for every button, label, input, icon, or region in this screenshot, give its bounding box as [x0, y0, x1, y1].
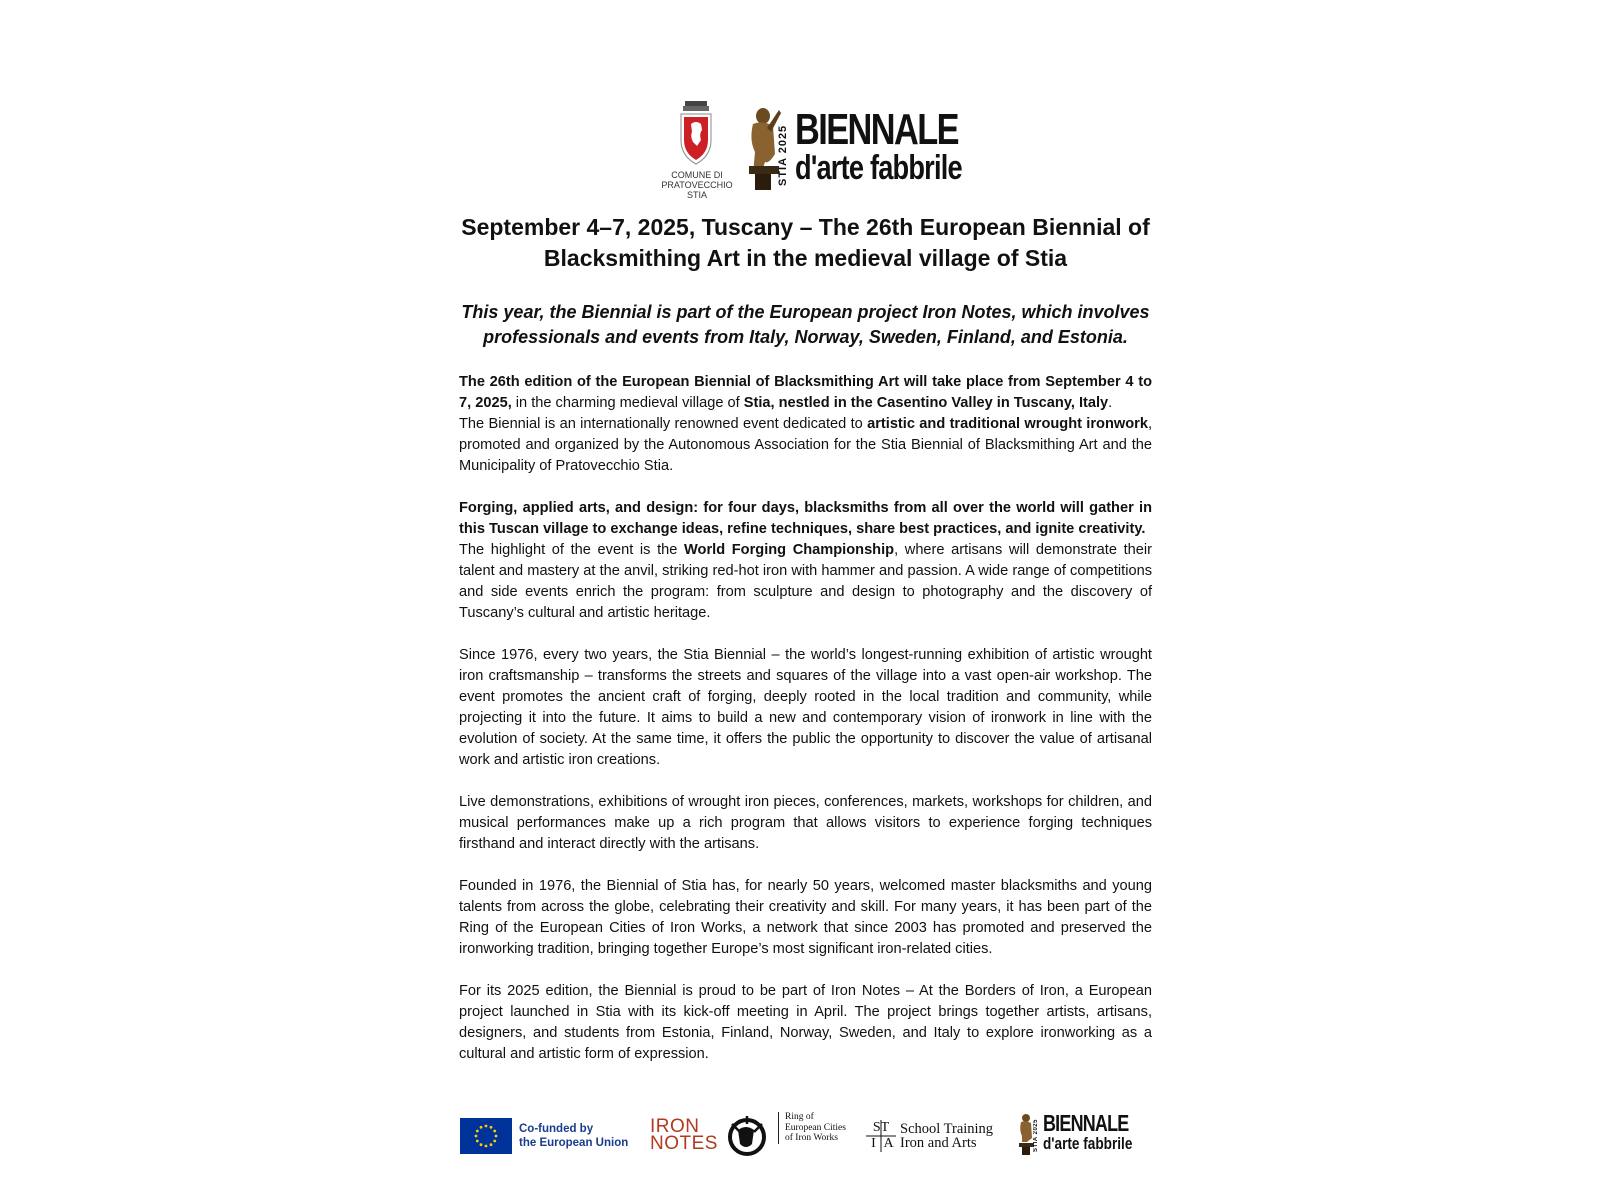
ring-cities-label — [778, 1112, 865, 1144]
iron-notes-logo — [650, 1116, 718, 1154]
comune-caption-line2: PRATOVECCHIO STIA — [661, 180, 733, 200]
ring-line2: European Cities — [785, 1122, 846, 1133]
paragraph-2-bold-1: artistic and traditional wrought ironwork — [867, 416, 1148, 432]
iron-notes-line1: IRON — [650, 1116, 700, 1137]
eu-line2: the European Union — [519, 1137, 629, 1149]
paragraph-2 — [459, 414, 1152, 477]
paragraph-8: For its 2025 edition, the Biennial is proud to be part of Iron Notes – At the Borders of Iron, a European project launched in Stia with its kick-off meeting in April. The project brings together artists, artisans, designers, and students from Estonia, Finland, Norway, Sweden, and Italy to explore ironworking as a cultural and artistic form of expression. — [459, 983, 1152, 1062]
school-line1: School Training — [900, 1121, 994, 1137]
paragraph-1-text-2: . — [1108, 395, 1113, 411]
school-line2: Iron and Arts — [900, 1135, 977, 1151]
st-ia-logo — [866, 1120, 896, 1152]
page-subtitle — [459, 300, 1152, 350]
paragraph-4-text-2: , where artisans will demonstrate their talent and mastery at the anvil, striking red-hot iron with hammer and passion. A wide range of competitions and side events enrich the program: from sculpture and design to photography and the discovery of Tuscany’s cultural and artistic heritage. — [459, 542, 1152, 621]
paragraph-6: Live demonstrations, exhibitions of wrought iron pieces, conferences, markets, workshops for children, and musical performances make up a rich program that allows visitors to experience forging techniques firsthand and interact directly with the artisans. — [459, 794, 1152, 852]
iron-notes-line2: NOTES — [650, 1133, 718, 1154]
paragraph-4 — [459, 540, 1152, 624]
eu-flag-icon — [460, 1118, 512, 1154]
paragraph-3-bold: Forging, applied arts, and design: for four days, blacksmiths from all over the world will gather in this Tuscan village to exchange ideas, refine techniques, share best practices, and ignite creativity. — [459, 500, 1152, 537]
title-line1: September 4–7, 2025, Tuscany – The 26th European Biennial of — [461, 214, 1150, 240]
paragraph-3 — [459, 498, 1152, 540]
eu-cofunded-label — [519, 1122, 639, 1150]
paragraph-4-text-1: The highlight of the event is the — [459, 542, 685, 558]
article-body — [459, 372, 1152, 1065]
biennale-footer-vertical-text: STIA 2025 — [1033, 1119, 1039, 1152]
subtitle-line1: This year, the Biennial is part of the European project Iron Notes, which involves — [461, 302, 1150, 322]
ring-emblem-icon — [726, 1116, 768, 1158]
paragraph-5: Since 1976, every two years, the Stia Biennial – the world’s longest-running exhibition of artistic wrought iron craftsmanship – transforms the streets and squares of the village into a vast open-air workshop. The event promotes the ancient craft of forging, deeply rooted in the local tradition and community, while projecting it into the future. It aims to build a new and contemporary vision of ironwork in line with the evolution of society. At the same time, it offers the public the opportunity to discover the value of artisanal work and artistic iron creations. — [459, 647, 1152, 768]
ring-line1: Ring of — [785, 1112, 814, 1122]
i-cell: I — [871, 1136, 876, 1151]
eu-line1: Co-funded by — [519, 1123, 594, 1135]
st-cell: ST — [872, 1120, 890, 1135]
biennale-footer-tagline: d'arte fabbrile — [1043, 1134, 1133, 1153]
paragraph-2-text-2: , promoted and organized by the Autonomous Association for the Stia Biennial of Blacksmithing Art and the Municipality of Pratovecchio Stia. — [459, 416, 1152, 474]
paragraph-2-text-1: The Biennial is an internationally renowned event dedicated to — [459, 416, 868, 432]
biennale-logo-footer — [1016, 1110, 1136, 1158]
footer-logos — [460, 1110, 1140, 1160]
paragraph-1-text-1: in the charming medieval village of — [511, 395, 744, 411]
paragraph-7: Founded in 1976, the Biennial of Stia has, for nearly 50 years, welcomed master blacksmiths and young talents from across the globe, celebrating their creativity and skill. For many years, it has been part of the Ring of the European Cities of Iron Works, a network that since 2003 has promoted and preserved the ironworking tradition, bringing together Europe’s most significant iron-related cities. — [459, 878, 1152, 957]
page-title — [459, 212, 1152, 274]
subtitle-line2: professionals and events from Italy, Norway, Sweden, Finland, and Estonia. — [483, 327, 1128, 347]
paragraph-1-bold-1: The 26th edition of the European Biennial of Blacksmithing Art will take place from September 4 to 7, 2025, — [459, 374, 1152, 411]
paragraph-1 — [459, 372, 1152, 414]
paragraph-4-bold: World Forging Championship — [684, 542, 895, 558]
paragraph-1-bold-2: Stia, nestled in the Casentino Valley in Tuscany, Italy — [743, 395, 1109, 411]
school-training-label — [900, 1122, 1010, 1150]
ring-line3: of Iron Works — [785, 1133, 838, 1143]
header-logos — [653, 100, 962, 200]
title-line2: Blacksmithing Art in the medieval village of Stia — [543, 245, 1068, 271]
biennale-footer-wordmark: BIENNALE — [1043, 1110, 1129, 1136]
biennale-vertical-text: STIA 2025 — [777, 124, 789, 186]
biennale-wordmark: BIENNALE — [795, 105, 958, 154]
a-cell: A — [883, 1136, 894, 1151]
blacksmith-statue-icon — [743, 104, 781, 192]
comune-logo — [653, 100, 741, 200]
comune-crest-icon — [677, 100, 715, 170]
comune-caption-line1: COMUNE DI — [671, 170, 723, 180]
biennale-logo-header — [743, 104, 962, 192]
biennale-tagline: d'arte fabbrile — [795, 149, 962, 187]
